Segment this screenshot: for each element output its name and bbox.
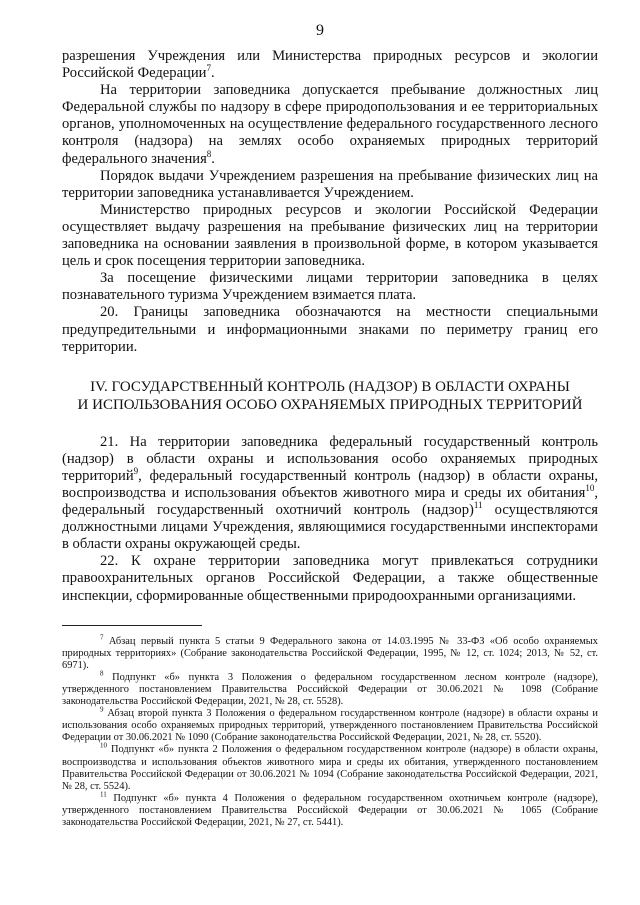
document-body (62, 48, 598, 829)
paragraph-21-control: 21. На территории заповедника федеральный государственный контроль (надзор) в области охраны и использования особо охраняемых природных территорий$^9$, федеральный государственный контроль (надзор) в области охраны, воспроизводства и использования объектов животного мира и среды их обитания$^{10}$, федеральный государственный охотничий контроль (надзор)$^{11}$ осуществляются должностными лицами Учреждения, являющимися государственными инспекторами в области охраны окружающей среды. (62, 433, 598, 553)
paragraph-ministry-permits: Министерство природных ресурсов и экологии Российской Федерации осуществляет выдачу разрешения на пребывание физических лиц на территории заповедника на основании заявления в произвольной форме, в котором указывается цель и срок посещения территории заповедника. (62, 201, 598, 270)
paragraph-continuation: разрешения Учреждения или Министерства природных ресурсов и экологии Российской Федерации$^7$. (62, 48, 598, 82)
footnote-separator (62, 625, 202, 626)
footnote-ref-10[interactable]: 10 (585, 483, 595, 494)
footnote-ref-8[interactable]: 8 (206, 148, 212, 159)
footnote-8: $^8$ Подпункт «б» пункта 3 Положения о федеральном государственном лесном контроле (надзоре), утвержденного постановлением Правительства Российской Федерации от 30.06.2021 № 1098 (Собрание законодательства Российской Федерации, 2021, № 28, ст. 5528). (62, 669, 598, 708)
footnote-10: $^{10}$ Подпункт «б» пункта 2 Положения о федеральном государственном контроле (надзоре) в области охраны, воспроизводства и использования объектов животного мира и среды их обитания, утвержденного постановлением Правительства Российской Федерации от 30.06.2021 № 1094 (Собрание законодательства Российской Федерации, 2021, № 28, ст. 5524). (62, 742, 598, 792)
footnote-ref-9[interactable]: 9 (133, 466, 139, 477)
footnotes (62, 633, 598, 830)
paragraph-20-boundaries: 20. Границы заповедника обозначаются на местности специальными предупредительными и информационными знаками по периметру границ его территории. (62, 304, 598, 355)
footnote-ref-11[interactable]: 11 (473, 500, 483, 511)
page-number: 9 (316, 22, 324, 39)
paragraph-22-protection: 22. К охране территории заповедника могут привлекаться сотрудники правоохранительных органов Российской Федерации, а также общественные инспекции, сформированные общественными природоохранными организациями. (62, 553, 598, 604)
footnote-7: $^7$ Абзац первый пункта 5 статьи 9 Федерального закона от 14.03.1995 № 33-ФЗ «Об особо охраняемых природных территориях» (Собрание законодательства Российской Федерации, 1995, № 12, ст. 1024; 2013, № 52, ст. 6971). (62, 633, 598, 671)
footnote-9: $^9$ Абзац второй пункта 3 Положения о федеральном государственном контроле (надзоре) в области охраны и использования особо охраняемых природных территорий, утвержденного постановлением Правительства Российской Федерации от 30.06.2021 № 1090 (Собрание законодательства Российской Федерации, 2021, № 28, ст. 5520). (62, 705, 598, 744)
paragraph-visit-fee: За посещение физическими лицами территории заповедника в целях познавательного туризма Учреждением взимается плата. (62, 270, 598, 304)
paragraph-inspectors-access: На территории заповедника допускается пребывание должностных лиц Федеральной службы по надзору в сфере природопользования и ее территориальных органов, уполномоченных на осуществление федерального государственного лесного контроля (надзора) на землях особо охраняемых природных территорий федерального значения$^8$. (62, 82, 598, 167)
section-heading: IV. ГОСУДАРСТВЕННЫЙ КОНТРОЛЬ (НАДЗОР) В ОБЛАСТИ ОХРАНЫ И ИСПОЛЬЗОВАНИЯ ОСОБО ОХРАНЯЕМЫХ ПРИРОДНЫХ ТЕРРИТОРИЙ (77, 378, 583, 413)
paragraph-permit-procedure: Порядок выдачи Учреждением разрешения на пребывание физических лиц на территории заповедника устанавливается Учреждением. (62, 167, 598, 201)
footnote-ref-7[interactable]: 7 (206, 63, 211, 74)
footnote-11: $^{11}$ Подпункт «б» пункта 4 Положения о федеральном государственном охотничьем контроле (надзоре), утвержденного постановлением Правительства Российской Федерации от 30.06.2021 № 1065 (Собрание законодательства Российской Федерации, 2021, № 27, ст. 5441). (62, 790, 598, 829)
